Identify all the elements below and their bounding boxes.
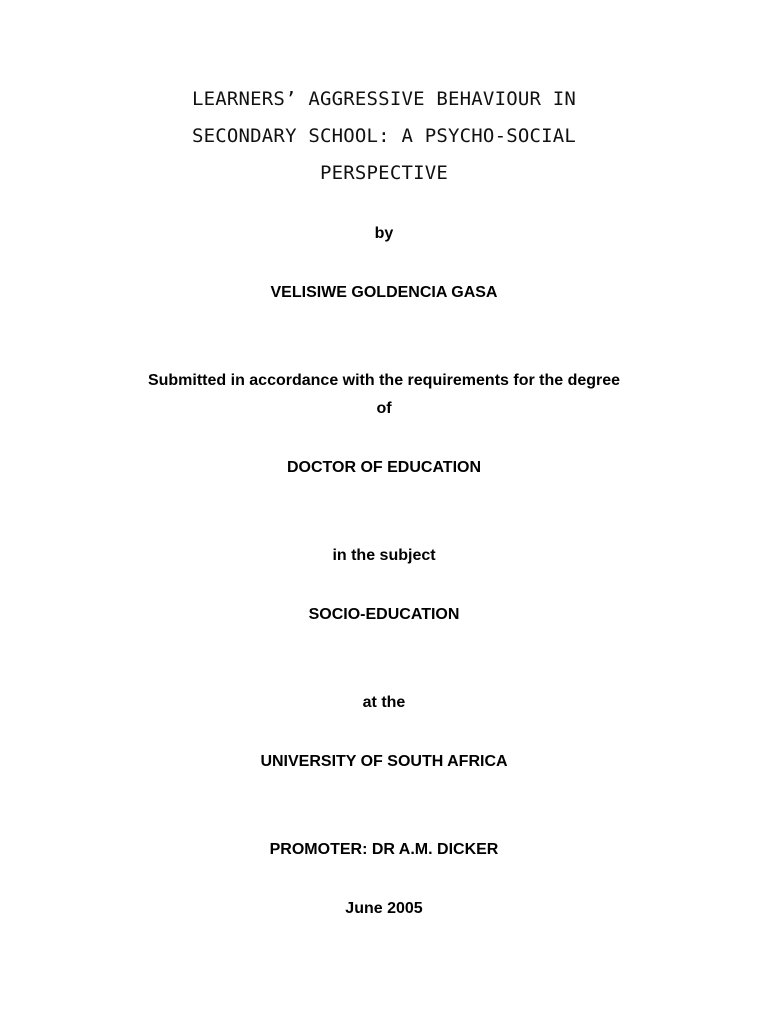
submission-date: June 2005 xyxy=(345,900,423,917)
subject-lead-text: in the subject xyxy=(332,547,436,564)
thesis-title-line-3: PERSPECTIVE xyxy=(319,162,449,184)
institution-name: UNIVERSITY OF SOUTH AFRICA xyxy=(260,753,508,770)
author-name: VELISIWE GOLDENCIA GASA xyxy=(270,284,498,301)
of-label: of xyxy=(376,400,392,417)
promoter-line: PROMOTER: DR A.M. DICKER xyxy=(269,841,499,858)
institution-lead-text: at the xyxy=(362,694,406,711)
subject-name: SOCIO-EDUCATION xyxy=(308,606,460,623)
submission-statement: Submitted in accordance with the requirements for the degree xyxy=(147,372,621,389)
thesis-title-line-2: SECONDARY SCHOOL: A PSYCHO-SOCIAL xyxy=(191,125,577,147)
thesis-title-line-1: LEARNERS’ AGGRESSIVE BEHAVIOUR IN xyxy=(191,88,577,110)
degree-name: DOCTOR OF EDUCATION xyxy=(286,459,482,476)
by-label: by xyxy=(374,225,394,242)
